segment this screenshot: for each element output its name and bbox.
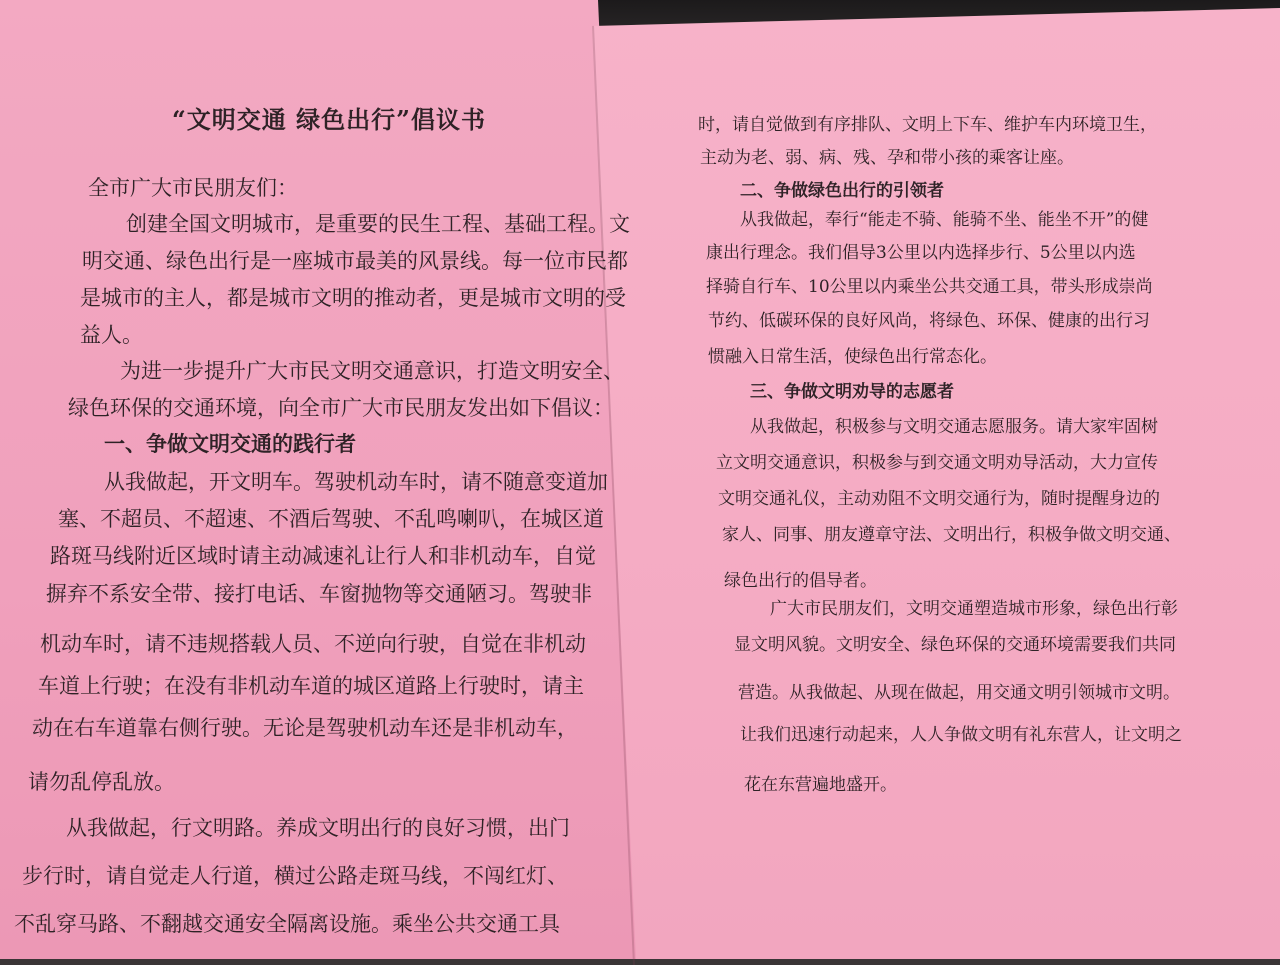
- section-heading-1: 一、争做文明交通的践行者: [104, 432, 356, 456]
- right-line: 文明交通礼仪，主动劝阻不文明交通行为，随时提醒身边的: [718, 489, 1160, 509]
- section-heading-2: 二、争做绿色出行的引领者: [740, 181, 944, 201]
- section-heading-3: 三、争做文明劝导的志愿者: [750, 382, 954, 402]
- right-line: 主动为老、弱、病、残、孕和带小孩的乘客让座。: [700, 148, 1074, 168]
- left-line: 车道上行驶；在没有非机动车道的城区道路上行驶时，请主: [38, 674, 584, 698]
- left-line: 塞、不超员、不超速、不酒后驾驶、不乱鸣喇叭，在城区道: [58, 507, 604, 531]
- salutation: 全市广大市民朋友们：: [88, 176, 298, 200]
- right-line: 惯融入日常生活，使绿色出行常态化。: [708, 347, 997, 367]
- right-line: 时，请自觉做到有序排队、文明上下车、维护车内环境卫生，: [698, 115, 1157, 135]
- right-line: 显文明风貌。文明安全、绿色环保的交通环境需要我们共同: [734, 635, 1176, 655]
- right-line: 让我们迅速行动起来，人人争做文明有礼东营人，让文明之: [740, 725, 1182, 745]
- left-line: 从我做起，开文明车。驾驶机动车时，请不随意变道加: [104, 470, 608, 494]
- left-line: 绿色环保的交通环境，向全市广大市民朋友发出如下倡议：: [68, 396, 614, 420]
- right-line: 广大市民朋友们，文明交通塑造城市形象，绿色出行彰: [770, 599, 1178, 619]
- right-line: 从我做起，奉行“能走不骑、能骑不坐、能坐不开”的健: [740, 210, 1149, 230]
- left-line: 请勿乱停乱放。: [28, 770, 175, 794]
- left-line: 从我做起，行文明路。养成文明出行的良好习惯，出门: [66, 816, 570, 840]
- left-line: 明交通、绿色出行是一座城市最美的风景线。每一位市民都: [82, 249, 628, 273]
- right-line: 康出行理念。我们倡导3公里以内选择步行、5公里以内选: [706, 243, 1136, 263]
- right-line: 营造。从我做起、从现在做起，用交通文明引领城市文明。: [738, 683, 1180, 703]
- left-line: 为进一步提升广大市民文明交通意识，打造文明安全、: [120, 359, 624, 383]
- left-line: 创建全国文明城市，是重要的民生工程、基础工程。文: [126, 212, 630, 236]
- right-line: 绿色出行的倡导者。: [724, 571, 877, 591]
- left-line: 机动车时，请不违规搭载人员、不逆向行驶，自觉在非机动: [40, 632, 586, 656]
- left-line: 步行时，请自觉走人行道，横过公路走斑马线，不闯红灯、: [22, 864, 568, 888]
- right-line: 从我做起，积极参与文明交通志愿服务。请大家牢固树: [750, 417, 1158, 437]
- left-line: 摒弃不系安全带、接打电话、车窗抛物等交通陋习。驾驶非: [46, 582, 592, 606]
- left-line: 是城市的主人，都是城市文明的推动者，更是城市文明的受: [80, 286, 626, 310]
- right-line: 择骑自行车、10公里以内乘坐公共交通工具，带头形成崇尚: [706, 277, 1153, 297]
- left-line: 路斑马线附近区域时请主动减速礼让行人和非机动车，自觉: [50, 544, 596, 568]
- left-line: 益人。: [80, 323, 143, 347]
- left-line: 不乱穿马路、不翻越交通安全隔离设施。乘坐公共交通工具: [14, 912, 560, 936]
- right-line: 立文明交通意识，积极参与到交通文明劝导活动，大力宣传: [716, 453, 1158, 473]
- right-line: 花在东营遍地盛开。: [744, 775, 897, 795]
- left-line: 动在右车道靠右侧行驶。无论是驾驶机动车还是非机动车，: [32, 716, 578, 740]
- right-line: 家人、同事、朋友遵章守法、文明出行，积极争做文明交通、: [722, 525, 1181, 545]
- document-title: “文明交通 绿色出行”倡议书: [172, 105, 486, 134]
- right-line: 节约、低碳环保的良好风尚，将绿色、环保、健康的出行习: [708, 311, 1150, 331]
